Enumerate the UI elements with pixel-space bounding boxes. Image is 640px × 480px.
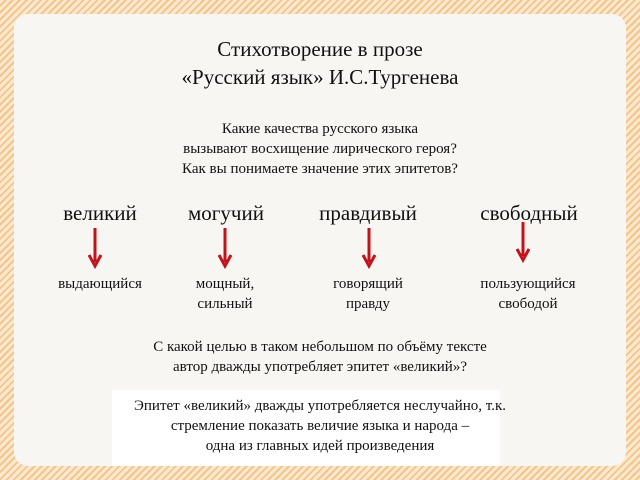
meaning-moguchiy bbox=[170, 274, 280, 314]
epithet-svobodniy: свободный bbox=[480, 201, 578, 225]
question1-line-1: Какие качества русского языка bbox=[221, 121, 419, 137]
answer-line-3: одна из главных идей произведения bbox=[205, 438, 435, 454]
meaning-line: сильный bbox=[197, 296, 253, 312]
arrow-down-icon bbox=[362, 228, 376, 270]
meaning-line: говорящий bbox=[333, 276, 403, 292]
arrow-down-icon bbox=[516, 222, 530, 264]
meaning-velikiy bbox=[40, 274, 160, 294]
question1-line-3: Как вы понимаете значение этих эпитетов? bbox=[182, 161, 458, 177]
meaning-svobodniy bbox=[460, 274, 596, 314]
slide-title bbox=[0, 35, 640, 91]
title-line-2: «Русский язык» И.С.Тургенева bbox=[181, 65, 459, 89]
title-line-1: Стихотворение в прозе bbox=[217, 37, 423, 61]
answer-line-1: Эпитет «великий» дважды употребляется неслучайно, т.к. bbox=[134, 398, 506, 414]
answer-line-2: стремление показать величие языка и народа – bbox=[170, 418, 470, 434]
question1-line-2: вызывают восхищение лирического героя? bbox=[183, 141, 457, 157]
epithet-moguchiy: могучий bbox=[188, 201, 264, 225]
question-purpose bbox=[0, 337, 640, 377]
question2-line-2: автор дважды употребляет эпитет «великий»? bbox=[173, 359, 467, 375]
meaning-pravdiviy bbox=[310, 274, 426, 314]
question2-line-1: С какой целью в таком небольшом по объёму тексте bbox=[153, 339, 487, 355]
meaning-line: свободой bbox=[498, 296, 558, 312]
meaning-line: мощный, bbox=[195, 276, 255, 292]
meaning-line: правду bbox=[345, 296, 391, 312]
epithet-velikiy: великий bbox=[63, 201, 137, 225]
arrow-down-icon bbox=[218, 228, 232, 270]
meaning-line: пользующийся bbox=[480, 276, 576, 292]
arrow-down-icon bbox=[88, 228, 102, 270]
question-qualities bbox=[0, 119, 640, 179]
meaning-line: выдающийся bbox=[58, 276, 142, 292]
epithet-pravdiviy: правдивый bbox=[319, 201, 417, 225]
answer-text bbox=[0, 396, 640, 456]
